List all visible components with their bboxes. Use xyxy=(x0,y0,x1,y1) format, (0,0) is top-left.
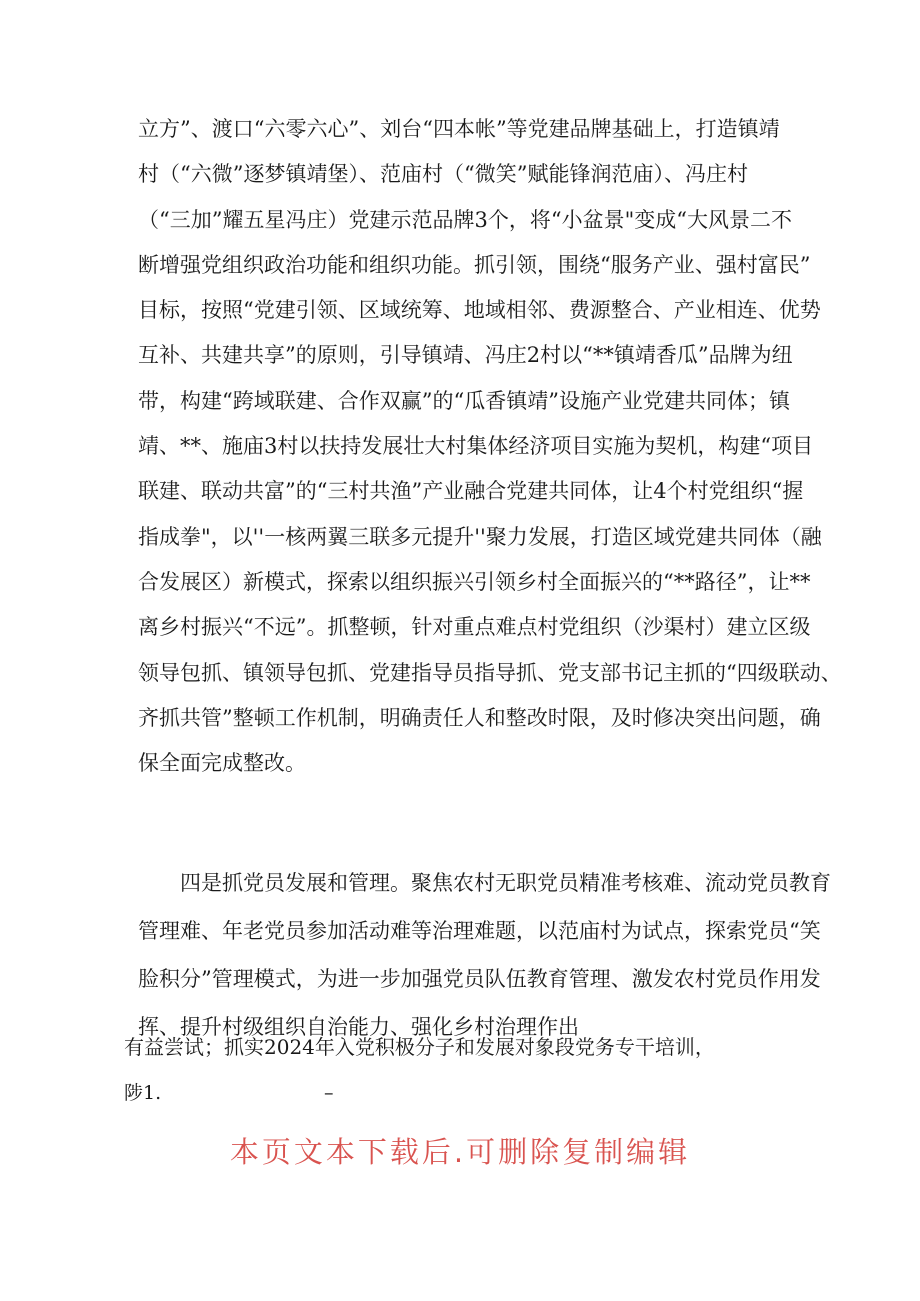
tail-line-2-text: 陟1. xyxy=(124,1082,162,1104)
paragraph-line: 离乡村振兴“不远”。抓整顿，针对重点难点村党组织（沙渠村）建立区级 xyxy=(138,615,811,640)
paragraph-line: 管理难、年老党员参加活动难等治理难题，以范庙村为试点，探索党员“笑 xyxy=(138,919,821,943)
paragraph-line: 保全面完成整改。 xyxy=(138,751,306,776)
edit-notice: 本页文本下载后.可删除复制编辑 xyxy=(229,1135,691,1169)
paragraph-line: （“三加”耀五星冯庄）党建示范品牌3个，将“小盆景"变成“大风景二不 xyxy=(138,207,792,232)
paragraph-line: 指成拳"，以''一核两翼三联多元提升''聚力发展，打造区域党建共同体（融 xyxy=(138,524,822,549)
paragraph-line: 挥、提升村级组织自治能力、强化乡村治理作出 xyxy=(138,1015,579,1039)
paragraph-line: 目标，按照“党建引领、区域统筹、地域相邻、费源整合、产业相连、优势 xyxy=(138,298,821,323)
paragraph-line: 脸积分”管理模式，为进一步加强党员队伍教育管理、激发农村党员作用发 xyxy=(138,967,821,991)
paragraph-line: 靖、**、施庙3村以扶持发展壮大村集体经济项目实施为契机，构建“项目 xyxy=(138,434,814,459)
paragraph-line: 互补、共建共享”的原则，引导镇靖、冯庄2村以“**镇靖香瓜”品牌为纽 xyxy=(138,343,793,368)
paragraph-line: 带，构建“跨域联建、合作双赢”的“瓜香镇靖”设施产业党建共同体；镇 xyxy=(138,388,790,413)
tail-line-2-dash: – xyxy=(324,1082,334,1104)
tail-line-2 xyxy=(124,1080,334,1106)
paragraph-line: 立方”、渡口“六零六心”、刘台“四本帐”等党建品牌基础上，打造镇靖 xyxy=(138,117,780,141)
tail-line-1: 有益尝试；抓实2024年入党积极分子和发展对象段党务专干培训， xyxy=(124,1035,715,1059)
paragraph-line: 村（“六微”逐梦镇靖堡）、范庙村（“微笑”赋能锋润范庙）、冯庄村 xyxy=(138,162,748,187)
paragraph-line: 断增强党组织政治功能和组织功能。抓引领，围绕“服务产业、强村富民” xyxy=(138,252,811,277)
paragraph-line: 领导包抓、镇领导包抓、党建指导员指导抓、党支部书记主抓的“四级联动、 xyxy=(138,660,842,685)
paragraph-1 xyxy=(138,116,842,795)
paragraph-line: 合发展区）新模式，探索以组织振兴引领乡村全面振兴的“**路径”，让** xyxy=(138,569,811,594)
paragraph-line: 齐抓共管”整顿工作机制，明确责任人和整改时限，及时修决突出问题，确 xyxy=(138,705,821,730)
paragraph-line: 联建、联动共富”的“三村共渔”产业融合党建共同体，让4个村党组织“握 xyxy=(138,479,804,504)
paragraph-line: 四是抓党员发展和管理。聚焦农村无职党员精准考核难、流动党员教育 xyxy=(180,871,831,895)
